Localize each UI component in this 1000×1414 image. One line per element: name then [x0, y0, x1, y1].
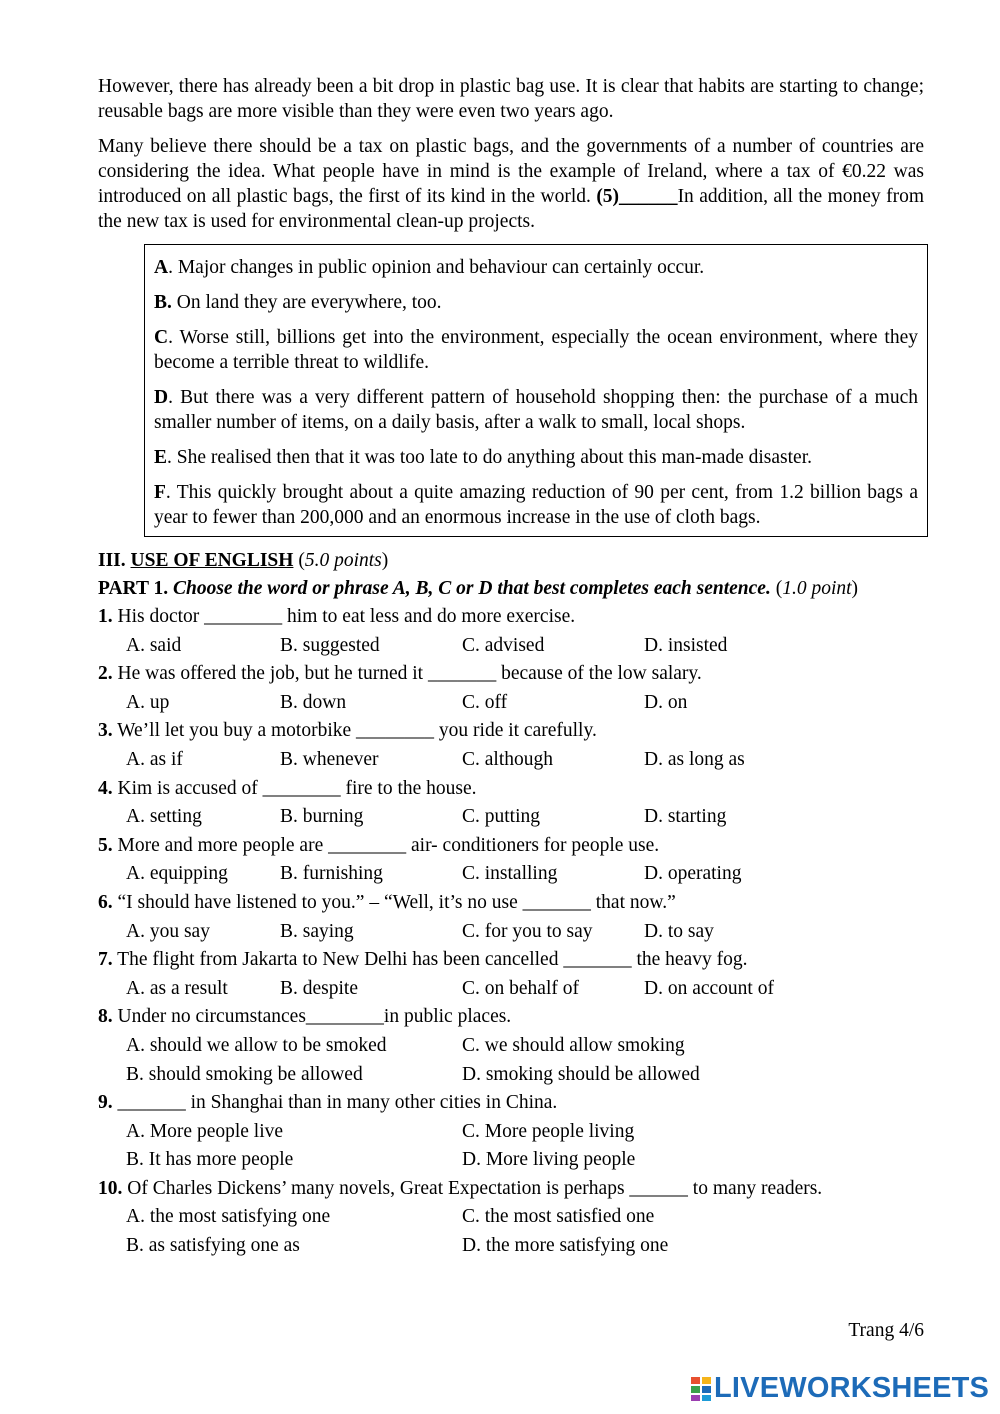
answer-choice[interactable]: B. burning: [280, 806, 364, 828]
answer-choice[interactable]: B. saying: [280, 920, 354, 942]
answer-choice[interactable]: C. advised: [462, 634, 545, 656]
part-points: 1.0 point: [782, 578, 852, 599]
question-text: More and more people are ________ air- conditioners for people use.: [117, 834, 660, 856]
answer-choice[interactable]: C. although: [462, 748, 553, 770]
option-letter: D: [154, 387, 169, 408]
question-number: 1.: [98, 606, 113, 627]
passage-p2-end: In addition, all the money from the new tax is used for environmental clean-up projects.: [98, 186, 924, 232]
question-text: Of Charles Dickens’ many novels, Great Expectation is perhaps ______ to many readers.: [127, 1177, 823, 1199]
passage-paragraph-1: However, there has already been a bit drop in plastic bag use. It is clear that habits are starting to change; reusable bags are more visible than they were even two years ago.: [98, 76, 924, 122]
question-3: [98, 717, 924, 746]
liveworksheets-logo: [690, 1372, 989, 1405]
answer-choice[interactable]: B. furnishing: [280, 863, 383, 885]
answer-choice[interactable]: D. on account of: [644, 977, 774, 999]
page-number: Trang 4/6: [848, 1320, 924, 1341]
answer-choice[interactable]: C. installing: [462, 863, 558, 885]
choices-row: [98, 860, 924, 889]
option-letter: E: [154, 447, 168, 468]
question-number: 2.: [98, 663, 113, 685]
question-number: 7.: [98, 949, 113, 971]
option-text: . She realised then that it was too late to do anything about this man-made disaster.: [167, 447, 813, 468]
option-text: . Worse still, billions get into the environment, especially the ocean environment, where they become a terrible threat to wildlife.: [154, 327, 918, 373]
choices-row: [98, 1118, 924, 1147]
answer-choice[interactable]: D. to say: [644, 920, 714, 942]
question-4: [98, 775, 924, 804]
answer-choice[interactable]: D. the more satisfying one: [462, 1235, 669, 1257]
option-text: . This quickly brought about a quite amazing reduction of 90 per cent, from 1.2 billion bags a year to fewer than 200,000 and an enormous increase in the use of cloth bags.: [154, 482, 918, 528]
choices-row: [98, 975, 924, 1004]
answer-choice[interactable]: A. should we allow to be smoked: [126, 1034, 387, 1056]
question-text: Under no circumstances________in public places.: [117, 1006, 512, 1028]
choices-row: [98, 918, 924, 947]
answer-choice[interactable]: A. as a result: [126, 977, 228, 999]
answer-choice[interactable]: A. the most satisfying one: [126, 1206, 331, 1228]
option-letter: C: [154, 327, 169, 348]
option-text: On land they are everywhere, too.: [171, 292, 442, 313]
question-text: He was offered the job, but he turned it _______ because of the low salary.: [117, 663, 702, 685]
answer-choice[interactable]: C. off: [462, 691, 508, 713]
question-text: _______ in Shanghai than in many other cities in China.: [117, 1092, 558, 1114]
passage-paragraph-2: [98, 134, 924, 234]
choices-row: [98, 632, 924, 661]
question-6: [98, 889, 924, 918]
answer-choice[interactable]: D. on: [644, 691, 688, 713]
choices-row: [98, 1203, 924, 1232]
answer-choice[interactable]: C. we should allow smoking: [462, 1034, 685, 1056]
question-number: 10.: [98, 1177, 123, 1199]
option-text: . But there was a very different pattern of household shopping then: the purchase of a much smaller number of items, on a daily basis, after a walk to small, local shops.: [154, 387, 918, 433]
answer-choice[interactable]: D. More living people: [462, 1149, 636, 1171]
choices-row: [98, 746, 924, 775]
question-8: [98, 1003, 924, 1032]
part-label: PART 1.: [98, 578, 169, 599]
question-10: [98, 1175, 924, 1204]
answer-choice[interactable]: B. whenever: [280, 748, 379, 770]
question-9: [98, 1089, 924, 1118]
answer-choice[interactable]: B. It has more people: [126, 1149, 294, 1171]
answer-choice[interactable]: C. More people living: [462, 1120, 635, 1142]
question-list: [98, 603, 924, 1261]
choices-row: [98, 1032, 924, 1061]
passage-p2-text: Many believe there should be a tax on plastic bags, and the governments of a number of countries are considering the idea. What people have in mind is the example of Ireland, where a tax of €0.22 was introduced on all plastic bags, the first of its kind in the world.: [98, 136, 924, 207]
part-heading: PART 1. Choose the word or phrase A, B, C or D that best completes each sentence. (1.0 point): [98, 578, 859, 599]
question-number: 3.: [98, 720, 113, 742]
option-e: [154, 445, 918, 470]
option-c: [154, 325, 918, 375]
answer-choice[interactable]: B. despite: [280, 977, 358, 999]
section-title: USE OF ENGLISH: [130, 550, 294, 571]
choices-row: [98, 803, 924, 832]
logo-icon: [690, 1376, 712, 1402]
answer-choice[interactable]: D. starting: [644, 806, 727, 828]
question-number: 8.: [98, 1006, 113, 1028]
option-b: [154, 290, 918, 315]
answer-choice[interactable]: A. setting: [126, 806, 202, 828]
answer-choice[interactable]: A. as if: [126, 748, 183, 770]
choices-row: [98, 1061, 924, 1090]
answer-choice[interactable]: C. for you to say: [462, 920, 593, 942]
choices-row: [98, 1232, 924, 1261]
answer-choice[interactable]: B. down: [280, 691, 347, 713]
question-text: Kim is accused of ________ fire to the house.: [117, 777, 477, 799]
section-number: III.: [98, 550, 126, 571]
option-letter: B.: [154, 292, 172, 313]
question-number: 6.: [98, 891, 113, 913]
answer-choice[interactable]: D. operating: [644, 863, 742, 885]
answer-choice[interactable]: D. insisted: [644, 634, 728, 656]
gap-5: (5)______: [596, 186, 678, 207]
part-instruction: Choose the word or phrase A, B, C or D that best completes each sentence.: [172, 578, 771, 599]
answer-choice[interactable]: A. More people live: [126, 1120, 284, 1142]
question-number: 4.: [98, 777, 113, 799]
logo-text: LIVEWORKSHEETS: [714, 1372, 990, 1404]
option-text: . Major changes in public opinion and behaviour can certainly occur.: [168, 257, 705, 278]
option-letter: A: [154, 257, 169, 278]
options-box: [144, 244, 928, 537]
option-f: [154, 480, 918, 530]
question-text: The flight from Jakarta to New Delhi has been cancelled _______ the heavy fog.: [117, 949, 748, 971]
answer-choice[interactable]: A. you say: [126, 920, 210, 942]
answer-choice[interactable]: A. equipping: [126, 863, 228, 885]
section-heading: III. USE OF ENGLISH (5.0 points): [98, 550, 389, 571]
question-1: [98, 603, 924, 632]
choices-row: [98, 1146, 924, 1175]
question-text: We’ll let you buy a motorbike ________ you ride it carefully.: [117, 720, 597, 742]
answer-choice[interactable]: D. as long as: [644, 748, 745, 770]
question-text: “I should have listened to you.” – “Well, it’s no use _______ that now.”: [117, 891, 676, 913]
question-number: 9.: [98, 1092, 113, 1114]
answer-choice[interactable]: C. on behalf of: [462, 977, 579, 999]
section-points: 5.0 points: [304, 550, 382, 571]
answer-choice[interactable]: C. putting: [462, 806, 541, 828]
answer-choice[interactable]: B. should smoking be allowed: [126, 1063, 363, 1085]
question-7: [98, 946, 924, 975]
answer-choice[interactable]: A. said: [126, 634, 182, 656]
document-page: [98, 74, 924, 1261]
option-letter: F: [154, 482, 166, 503]
answer-choice[interactable]: D. smoking should be allowed: [462, 1063, 700, 1085]
option-a: [154, 255, 918, 280]
option-d: [154, 385, 918, 435]
question-number: 5.: [98, 834, 113, 856]
answer-choice[interactable]: B. as satisfying one as: [126, 1235, 300, 1257]
answer-choice[interactable]: C. the most satisfied one: [462, 1206, 655, 1228]
question-2: [98, 660, 924, 689]
answer-choice[interactable]: A. up: [126, 691, 170, 713]
question-text: His doctor ________ him to eat less and do more exercise.: [117, 606, 576, 627]
answer-choice[interactable]: B. suggested: [280, 634, 380, 656]
question-5: [98, 832, 924, 861]
choices-row: [98, 689, 924, 718]
